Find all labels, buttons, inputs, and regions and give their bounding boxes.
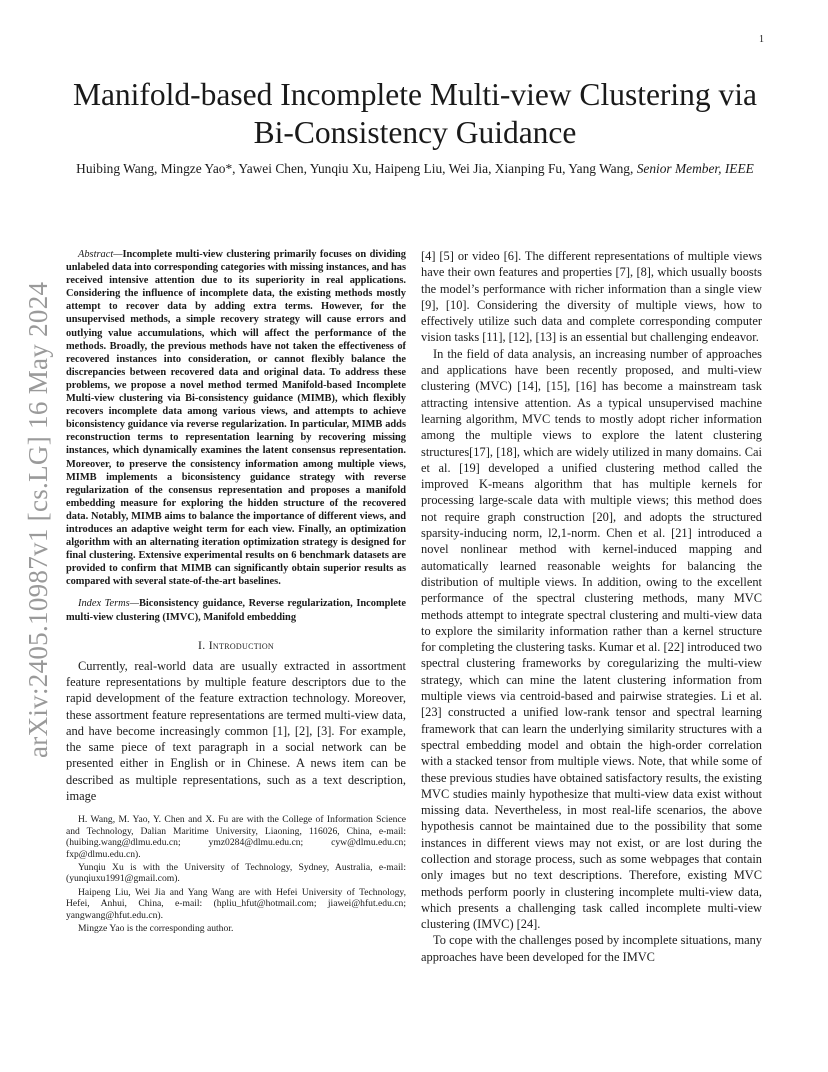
- index-terms-text: Biconsistency guidance, Reverse regularization, Incomplete multi-view clustering (IMVC), Manifold embedding: [66, 598, 406, 623]
- section-heading-introduction: [66, 638, 406, 653]
- index-terms: [66, 597, 406, 623]
- intro-paragraph-continued: [4] [5] or video [6]. The different representations of multiple views have their own features and properties [7], [8], which usually boosts the model’s performance with richer information than a single view [9], [10]. Considering the diversity of multiple views, how to effectively utilize such data and complete corresponding computer vision tasks [11], [12], [13] is an essential but challenging endeavor.: [421, 249, 762, 345]
- section-title: Introduction: [208, 637, 275, 652]
- footnote-corresponding-author: Mingze Yao is the corresponding author.: [78, 922, 234, 934]
- author-list: [60, 160, 770, 178]
- footnote-affiliation-uts: Yunqiu Xu is with the University of Technology, Sydney, Australia, e-mail: (yunqiuxu1991@gmail.com).: [66, 861, 406, 885]
- author-membership: Senior Member, IEEE: [636, 161, 754, 176]
- footnote-affiliation-dlmu: H. Wang, M. Yao, Y. Chen and X. Fu are with the College of Information Science and Technology, Dalian Maritime University, Liaoning, 116026, China, e-mail: (huibing.wang@dlmu.edu.cn; ymz0284@dlmu.edu.cn; cyw@dlmu.edu.cn; fxp@dlmu.edu.cn).: [66, 814, 406, 860]
- footnote-affiliation-hfut: Haipeng Liu, Wei Jia and Yang Wang are with Hefei University of Technology, Hefei, Anhui, China, e-mail: (hpliu_hfut@hotmail.com; jiawei@hfut.edu.cn; yangwang@hfut.edu.cn).: [66, 886, 406, 921]
- abstract-text: Incomplete multi-view clustering primarily focuses on dividing unlabeled data into corresponding categories with missing instances, and has received intensive attention due to its superiority in real applications. Considering the influence of incomplete data, the existing methods mostly attempt to recover data by adding extra terms. However, for the unsupervised methods, a simple recovery strategy will cause errors and outlying value accumulations, which will affect the performance of the methods. Broadly, the previous methods have not taken the effectiveness of recovered instances into consideration, or cannot flexibly balance the discrepancies between recovered data and original data. To address these problems, we propose a novel method termed Manifold-based Incomplete Multi-view clustering via Bi-consistency guidance (MIMB), which flexibly recovers incomplete data among various views, and attempts to achieve biconsistency guidance via reverse regularization. In particular, MIMB adds reconstruction terms to representation learning by recovering missing instances, which dynamically examines the latent consensus representation. Moreover, to preserve the consistency information among multiple views, MIMB implements a biconsistency guidance strategy with reverse regularization of the consensus representation and proposes a manifold embedding measure for exploring the hidden structure of the recovered data. Notably, MIMB aims to balance the importance of different views, and introduces an adaptive weight term for each view. Finally, an optimization algorithm with an alternating iteration optimization strategy is designed for final clustering. Extensive experimental results on 6 benchmark datasets are provided to confirm that MIMB can significantly obtain superior results as compared with several state-of-the-art baselines.: [66, 249, 406, 588]
- intro-paragraph-1: Currently, real-world data are usually extracted in assortment feature representations by multiple feature descriptors due to the rapid development of the feature extraction technology. Moreover, these assortment feature representations are termed multi-view data, and have become increasingly common [1], [2], [3]. For example, the same piece of text paragraph in a social network can be presented either in English or in Chinese. A news item can be described as multiple representations, such as a text description, image: [66, 658, 406, 803]
- author-names: Huibing Wang, Mingze Yao*, Yawei Chen, Yunqiu Xu, Haipeng Liu, Wei Jia, Xianping Fu, Yang Wang,: [76, 161, 634, 176]
- section-number: I.: [197, 637, 209, 652]
- abstract-label: Abstract—: [78, 249, 123, 260]
- index-terms-label: Index Terms—: [78, 598, 139, 610]
- author-footnotes: [66, 814, 406, 934]
- right-column: [421, 248, 762, 965]
- paper-title: Manifold-based Incomplete Multi-view Clustering via Bi-Consistency Guidance: [72, 77, 758, 150]
- page-number: 1: [759, 34, 764, 45]
- abstract: [66, 248, 406, 588]
- arxiv-identifier: arXiv:2405.10987v1 [cs.LG] 16 May 2024: [23, 281, 53, 759]
- left-column: [66, 248, 406, 936]
- intro-paragraph-3: To cope with the challenges posed by incomplete situations, many approaches have been developed for the IMVC: [421, 933, 762, 964]
- intro-paragraph-2: In the field of data analysis, an increasing number of approaches and applications have been recently proposed, and multi-view clustering (MVC) [14], [15], [16] has become a mainstream task attracting intensive attention. As a typical unsupervised machine learning algorithm, MVC tends to mostly adopt richer information among the multiple views to explore the latent clustering structures[17], [18], which are widely utilized in many domains. Cai et al. [19] developed a unified clustering method called the improved K-means algorithm that has multiple kernels for processing large-scale data with multiple views; this method does not require graph construction [20], and adopts the structured sparsity-inducing norm, l2,1-norm. Chen et al. [21] introduced a novel nonlinear method with kernel-induced mapping and automatically learned reasonable weights for balancing the distribution of multiple views. In addition, owing to the excellent performance of the spectral clustering methods, many MVC methods attempt to integrate spectral clustering and multi-view data to explore the similarity information rather than a kernel structure for completing the clustering tasks. Kumar et al. [22] introduced two spectral clustering frameworks by coregularizing the multi-view strategy, which can mine the latent clustering information from multiple views via centroid-based and pairwise strategies. Li et al. [23] constructed a unified low-rank tensor and spectral learning framework that can learn the underlying similarity structures with a spectral embedding model and obtain the high-order correlation with a stacked tensor from multiple views. Note, that while some of these previous studies have obtained satisfactory results, the existing MVC studies mainly hypothesize that multi-view data exist without missing data. Nevertheless, in most real-life scenarios, the above hypothesis cannot be maintained due to the possibility that some instances in different views may not exist, or are lost during the collection and storage process, such as some webpages that contain only images but no text descriptions. Therefore, existing MVC methods perform poorly in clustering incomplete multi-view data, which presents a challenging task called incomplete multi-view clustering (IMVC) [24].: [421, 346, 762, 932]
